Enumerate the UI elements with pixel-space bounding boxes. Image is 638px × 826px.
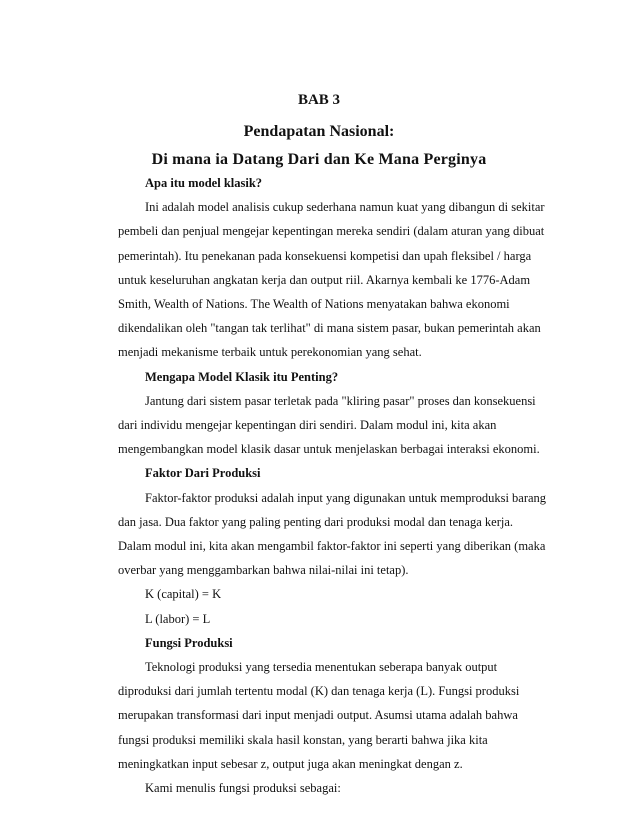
formula-line: L (labor) = L xyxy=(145,611,211,626)
formula-line: K (capital) = K xyxy=(145,587,222,602)
paragraph: Faktor-faktor produksi adalah input yang digunakan untuk memproduksi barang dan jasa. Dua faktor yang paling penting dari produksi modal dan tenaga kerja. Dalam modul ini, kita akan mengambil faktor-faktor ini seperti yang diberikan (maka overbar yang menggambarkan bahwa nilai-nilai ini tetap). xyxy=(118,490,547,578)
paragraph: Teknologi produksi yang tersedia menentukan seberapa banyak output diproduksi dari jumlah tertentu modal (K) dan tenaga kerja (L). Fungsi produksi merupakan transformasi dari input menjadi output. Asumsi utama adalah bahwa fungsi produksi memiliki skala hasil konstan, yang berarti bahwa jika kita meningkatkan input sebesar z, output juga akan meningkat dengan z. xyxy=(118,660,520,771)
page-subtitle: Di mana ia Datang Dari dan Ke Mana Perginya xyxy=(151,151,487,168)
section-heading: Faktor Dari Produksi xyxy=(145,466,261,481)
document-body xyxy=(118,171,548,800)
chapter-label: BAB 3 xyxy=(297,92,341,108)
page-title: Pendapatan Nasional: xyxy=(243,123,395,140)
section-heading: Apa itu model klasik? xyxy=(145,176,263,190)
paragraph: Kami menulis fungsi produksi sebagai: xyxy=(145,781,341,796)
paragraph: Jantung dari sistem pasar terletak pada "kliring pasar" proses dan konsekuensi dari individu mengejar kepentingan diri sendiri. Dalam modul ini, kita akan mengembangkan model klasik dasar untuk menjelaskan berbagai interaksi ekonomi. xyxy=(118,393,540,457)
section-heading: Mengapa Model Klasik itu Penting? xyxy=(145,369,339,384)
section-heading: Fungsi Produksi xyxy=(145,635,233,650)
paragraph: Ini adalah model analisis cukup sederhana namun kuat yang dibangun di sekitar pembeli dan penjual mengejar kepentingan mereka sendiri (dalam aturan yang dibuat pemerintah). Itu penekanan pada konsekuensi kompetisi dan upah fleksibel / harga untuk keseluruhan angkatan kerja dan output riil. Akarnya kembali ke 1776-Adam Smith, Wealth of Nations. The Wealth of Nations menyatakan bahwa ekonomi dikendalikan oleh "tangan tak terlihat" di mana sistem pasar, bukan pemerintah akan menjadi mekanisme terbaik untuk perekonomian yang sehat. xyxy=(118,200,545,360)
title-block xyxy=(0,88,638,172)
